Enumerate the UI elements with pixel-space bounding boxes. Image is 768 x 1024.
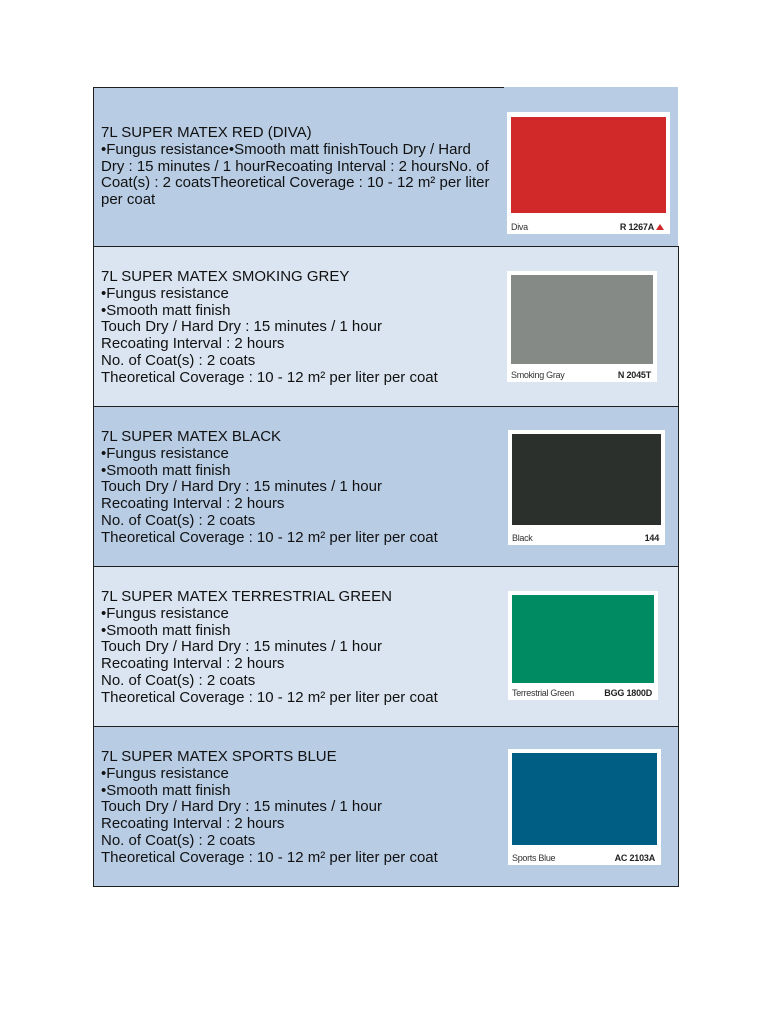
product-description-cell [93,566,505,727]
spec-coverage: Theoretical Coverage : 10 - 12 m² per liter per coat [101,848,438,866]
spec-coverage: Theoretical Coverage : 10 - 12 m² per liter per coat [101,368,438,386]
spec-recoat: Recoating Interval : 2 hours [101,815,285,833]
spec-dry-time: Touch Dry / Hard Dry : 15 minutes / 1 hour [101,638,382,656]
color-chip [511,275,653,364]
feature-fungus: •Fungus resistance [101,284,229,302]
product-title: 7L SUPER MATEX SMOKING GREY [101,268,350,285]
feature-fungus: •Fungus resistance [101,444,229,462]
swatch-code: AC 2103A [614,853,655,863]
product-row-terrestrial-green [93,567,679,727]
color-chip [512,595,654,683]
spec-coverage: Theoretical Coverage : 10 - 12 m² per liter per coat [101,528,438,546]
swatch-name: Sports Blue [512,853,556,863]
swatch-name: Smoking Gray [511,370,565,380]
product-title: 7L SUPER MATEX RED (DIVA) [101,124,312,141]
product-row-smoking-grey [93,247,679,407]
product-row-sports-blue [93,727,679,887]
spec-recoat: Recoating Interval : 2 hours [101,495,285,513]
spec-dry-time: Touch Dry / Hard Dry : 15 minutes / 1 hour [101,798,382,816]
product-title: 7L SUPER MATEX BLACK [101,428,282,445]
product-description-cell [93,246,505,407]
product-title: 7L SUPER MATEX TERRESTRIAL GREEN [101,588,392,605]
feature-matt: •Smooth matt finish [101,461,231,479]
swatch-code: BGG 1800D [604,688,652,698]
product-row-red [93,87,679,247]
swatch-cell [504,246,679,407]
spec-coverage: Theoretical Coverage : 10 - 12 m² per liter per coat [101,688,438,706]
spec-dry-time: Touch Dry / Hard Dry : 15 minutes / 1 hour [101,318,382,336]
swatch-name: Black [512,533,533,543]
color-swatch-card [508,749,661,865]
feature-fungus: •Fungus resistance [101,764,229,782]
color-swatch-card [508,430,665,545]
swatch-code-text: R 1267A [619,222,654,232]
feature-fungus: •Fungus resistance [101,604,229,622]
product-row-black [93,407,679,567]
product-specs: •Fungus resistance•Smooth matt finishTouch Dry / Hard Dry : 15 minutes / 1 hourRecoating Interval : 2 hoursNo. of Coat(s) : 2 coatsTheoretical Coverage : 10 - 12 m² per liter per coat [101,140,490,209]
swatch-cell [504,726,679,887]
product-table [93,87,679,887]
color-swatch-card [507,112,670,234]
color-swatch-card [508,591,658,700]
spec-recoat: Recoating Interval : 2 hours [101,335,285,353]
product-description-cell [93,87,505,248]
color-chip [512,753,657,845]
swatch-cell [504,566,679,727]
warning-triangle-icon [656,224,664,230]
spec-coats: No. of Coat(s) : 2 coats [101,351,256,369]
product-description-cell [93,406,505,567]
swatch-code [620,222,664,232]
swatch-code: 144 [644,533,659,543]
color-chip [511,117,666,213]
product-description-cell [93,726,505,887]
spec-coats: No. of Coat(s) : 2 coats [101,671,256,689]
swatch-cell [504,87,678,246]
color-chip [512,434,661,525]
spec-coats: No. of Coat(s) : 2 coats [101,511,256,529]
color-swatch-card [507,271,657,382]
spec-recoat: Recoating Interval : 2 hours [101,655,285,673]
spec-dry-time: Touch Dry / Hard Dry : 15 minutes / 1 hour [101,478,382,496]
swatch-name: Terrestrial Green [512,688,574,698]
product-title: 7L SUPER MATEX SPORTS BLUE [101,748,337,765]
spec-coats: No. of Coat(s) : 2 coats [101,831,256,849]
swatch-code: N 2045T [617,370,651,380]
feature-matt: •Smooth matt finish [101,781,231,799]
feature-matt: •Smooth matt finish [101,301,231,319]
feature-matt: •Smooth matt finish [101,621,231,639]
swatch-cell [504,406,679,567]
swatch-name: Diva [511,222,528,232]
